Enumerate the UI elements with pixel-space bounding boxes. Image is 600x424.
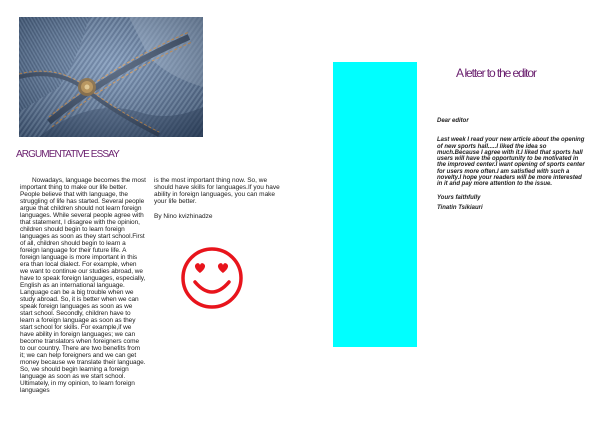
letter-greeting: Dear editor: [437, 118, 469, 124]
letter-content: [437, 118, 587, 211]
cyan-block: [333, 62, 417, 347]
essay-column-1: [20, 177, 146, 394]
essay-column-2: [154, 177, 282, 220]
essay-paragraph-continued: is the most important thing now. So, we should have skills for languages.If you have ability in foreign languages, you can make your life better.: [154, 177, 280, 205]
essay-paragraph: Nowadays, language becomes the most important thing to make our life better. People believe that with language, the struggling of life has started. Several people argue that children should not learn foreign languages. While several people agree with that statement, I disagree with the opinion, children should begin to learn foreign languages as soon as they start school.First of all, children should begin to learn a foreign language for their future life. A foreign language is more important in this era than local dialect. For example, when we want to continue our studies abroad, we have to speak foreign languages, especially, English as an international language. Language can be a big trouble when we study abroad. So, it is better when we can speak foreign languages as soon as we start school. Secondly, children have to learn a foreign language as soon as they start school for skills. For example,if we have ability in foreign languages; we can become translators when foreigners come to our country. There are two benefits from it; we can help foreigners and we can get money because we translate their language. So, we should begin learning a foreign language as soon as we start school. Ultimately, in my opinion, to learn foreign languages: [20, 177, 146, 394]
heart-eyes-smiley-icon: [180, 246, 244, 310]
letter-signature: Tinatin Tsikiauri: [437, 204, 483, 211]
letter-title: A letter to the editor: [456, 66, 536, 80]
letter-body-text: Last week I read your new article about the opening of new sports hall.....I liked the idea so much.Because I agree with it.I liked that sports hall users will have the opportunity to be motivated in the improved center.I want opening of sports center for users more often.I am satisfied with such a novelty.I hope your readers will be more interested in it and pay more attention to the issue.: [437, 137, 585, 188]
essay-heading: ARGUMENTATIVE ESSAY: [16, 149, 119, 160]
jeans-photo: [19, 17, 203, 137]
essay-author: By Nino kvizhinadze: [154, 213, 213, 220]
letter-closing: Yours faithfully: [437, 194, 481, 201]
